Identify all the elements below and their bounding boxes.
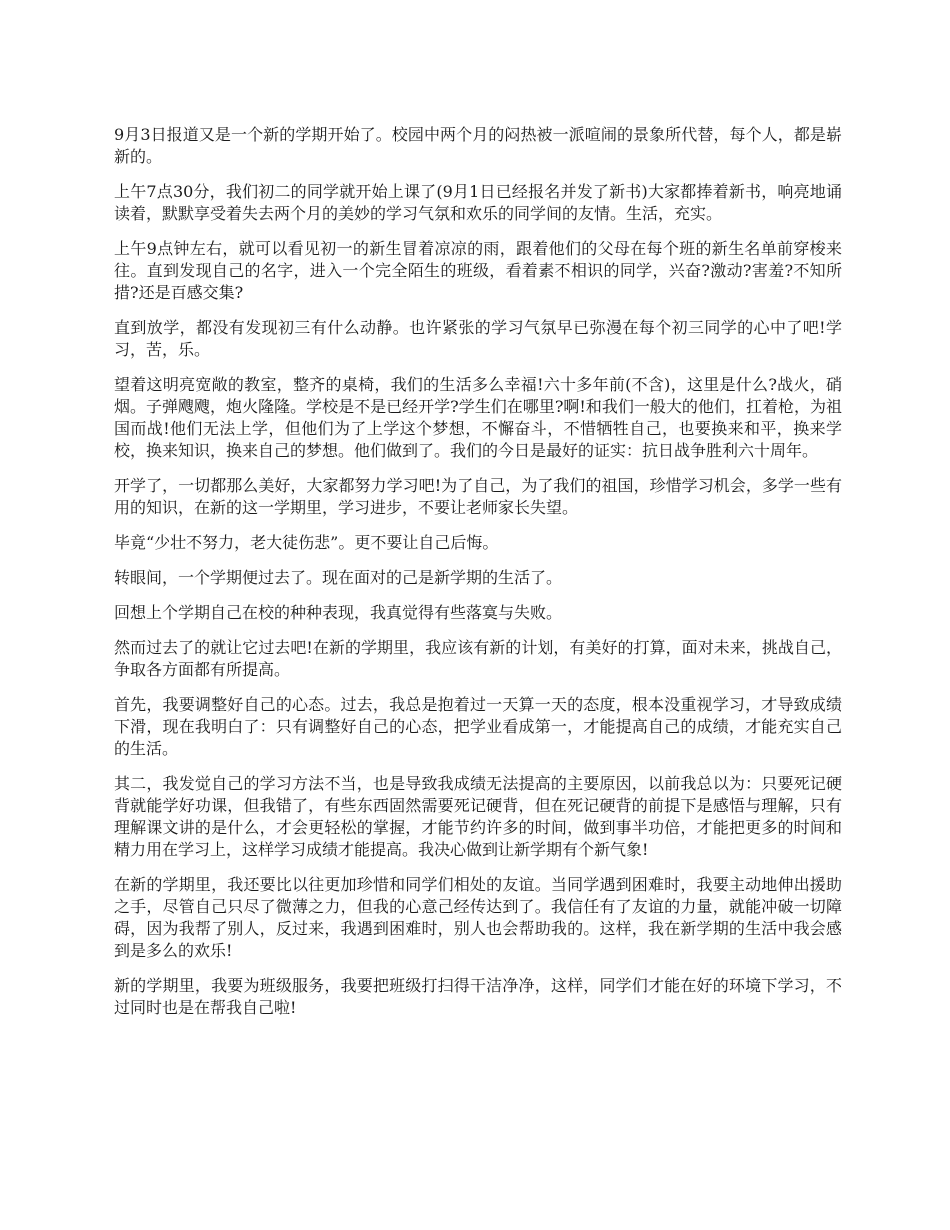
document-body xyxy=(114,124,842,1032)
paragraph-9: 回想上个学期自己在校的种种表现，我真觉得有些落寞与失败。 xyxy=(114,603,563,622)
paragraph-7: 毕竟“少壮不努力，老大徒伤悲”。更不要让自己后悔。 xyxy=(114,533,499,552)
paragraph-5: 望着这明亮宽敞的教室，整齐的桌椅，我们的生活多么幸福!六十多年前(不含)，这里是什么?战火，硝烟。子弹飕飕，炮火隆隆。学校是不是已经开学?学生们在哪里?啊!和我们一般大的他们，扛着枪，为祖国而战!他们无法上学，但他们为了上学这个梦想，不懈奋斗，不惜牺牲自己，也要换来和平，换来学校，换来知识，换来自己的梦想。他们做到了。我们的今日是最好的证实：抗日战争胜利六十周年。 xyxy=(114,375,842,460)
paragraph-3: 上午9点钟左右，就可以看见初一的新生冒着凉凉的雨，跟着他们的父母在每个班的新生名单前穿梭来往。直到发现自己的名字，进入一个完全陌生的班级，看着素不相识的同学，兴奋?激动?害羞?不知所措?还是百感交集? xyxy=(114,239,842,302)
paragraph-12: 其二，我发觉自己的学习方法不当，也是导致我成绩无法提高的主要原因，以前我总以为：只要死记硬背就能学好功课，但我错了，有些东西固然需要死记硬背，但在死记硬背的前提下是感悟与理解，只有理解课文讲的是什么，才会更轻松的掌握，才能节约许多的时间，做到事半功倍，才能把更多的时间和精力用在学习上，这样学习成绩才能提高。我决心做到让新学期有个新气象! xyxy=(114,774,842,859)
paragraph-6: 开学了，一切都那么美好，大家都努力学习吧!为了自己，为了我们的祖国，珍惜学习机会，多学一些有用的知识，在新的这一学期里，学习进步，不要让老师家长失望。 xyxy=(114,476,842,517)
paragraph-1: 9月3日报道又是一个新的学期开始了。校园中两个月的闷热被一派喧闹的景象所代替，每个人，都是崭新的。 xyxy=(114,125,842,166)
paragraph-4: 直到放学，都没有发现初三有什么动静。也许紧张的学习气氛早已弥漫在每个初三同学的心中了吧!学习，苦，乐。 xyxy=(114,318,842,359)
paragraph-10: 然而过去了的就让它过去吧!在新的学期里，我应该有新的计划，有美好的打算，面对未来，挑战自己，争取各方面都有所提高。 xyxy=(114,638,842,679)
paragraph-13: 在新的学期里，我还要比以往更加珍惜和同学们相处的友谊。当同学遇到困难时，我要主动地伸出援助之手，尽管自己只尽了微薄之力，但我的心意己经传达到了。我信任有了友谊的力量，就能冲破一切障碍，因为我帮了别人，反过来，我遇到困难时，别人也会帮助我的。这样，我在新学期的生活中我会感到是多么的欢乐! xyxy=(114,875,842,960)
paragraph-8: 转眼间，一个学期便过去了。现在面对的己是新学期的生活了。 xyxy=(114,568,563,587)
paragraph-14: 新的学期里，我要为班级服务，我要把班级打扫得干洁净净，这样，同学们才能在好的环境下学习，不过同时也是在帮我自己啦! xyxy=(114,976,842,1017)
paragraph-2: 上午7点30分，我们初二的同学就开始上课了(9月1日已经报名并发了新书)大家都捧着新书，响亮地诵读着，默默享受着失去两个月的美妙的学习气氛和欢乐的同学间的友情。生活，充实。 xyxy=(114,182,842,223)
paragraph-11: 首先，我要调整好自己的心态。过去，我总是抱着过一天算一天的态度，根本没重视学习，才导致成绩下滑，现在我明白了：只有调整好自己的心态，把学业看成第一，才能提高自己的成绩，才能充实自己的生活。 xyxy=(114,695,842,758)
